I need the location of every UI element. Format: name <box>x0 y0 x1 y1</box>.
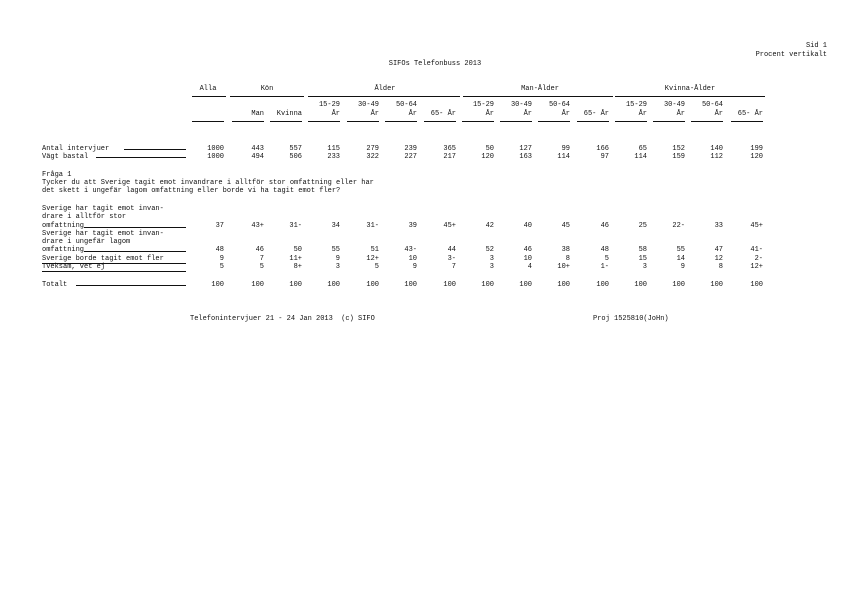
column-header-line1: 15-29 <box>318 101 340 109</box>
group-underline <box>463 96 613 97</box>
table-cell: 22- <box>672 222 685 230</box>
table-cell: 7 <box>451 263 456 271</box>
column-header-underline <box>347 121 379 122</box>
answer-2-label-2: drare i ungefär lagom <box>42 238 131 246</box>
table-cell: 115 <box>327 145 340 153</box>
table-cell: 100 <box>251 281 264 289</box>
question-text-2: det skett i ungefär lagom omfattning eller borde vi ha tagit emot fler? <box>42 187 341 195</box>
group-underline <box>615 96 765 97</box>
column-header-underline <box>308 121 340 122</box>
table-cell: 1- <box>600 263 609 271</box>
page-title: SIFOs Telefonbuss 2013 <box>388 60 482 68</box>
table-cell: 3 <box>642 263 647 271</box>
table-cell: 112 <box>710 153 723 161</box>
group-kon: Kön <box>260 85 274 93</box>
table-cell: 217 <box>443 153 456 161</box>
table-cell: 2- <box>754 255 763 263</box>
table-cell: 12 <box>714 255 723 263</box>
table-cell: 100 <box>596 281 609 289</box>
table-cell: 8 <box>718 263 723 271</box>
column-header-line2: 65- År <box>430 110 456 118</box>
answer-2-label-3: omfattning <box>42 246 85 254</box>
column-header-underline <box>653 121 685 122</box>
table-cell: 39 <box>408 222 417 230</box>
table-cell: 5 <box>219 263 224 271</box>
column-header-underline <box>500 121 532 122</box>
group-alla: Alla <box>199 85 217 93</box>
table-cell: 1000 <box>207 153 224 161</box>
table-cell: 120 <box>750 153 763 161</box>
column-header-line2: År <box>714 110 723 118</box>
table-cell: 322 <box>366 153 379 161</box>
table-cell: 7 <box>259 255 264 263</box>
group-underline <box>230 96 304 97</box>
table-cell: 45+ <box>750 222 763 230</box>
table-cell: 48 <box>215 246 224 254</box>
total-label: Totalt <box>42 281 68 289</box>
column-header-line1: 50-64 <box>548 101 570 109</box>
table-cell: 163 <box>519 153 532 161</box>
table-cell: 50 <box>485 145 494 153</box>
group-alder: Ålder <box>374 85 396 93</box>
table-cell: 365 <box>443 145 456 153</box>
answer-1-label-1: Sverige har tagit emot invan- <box>42 205 164 213</box>
table-cell: 46 <box>600 222 609 230</box>
table-cell: 46 <box>523 246 532 254</box>
page-number: Sid 1 <box>805 42 827 50</box>
table-cell: 41- <box>750 246 763 254</box>
table-cell: 233 <box>327 153 340 161</box>
table-cell: 31- <box>289 222 302 230</box>
table-cell: 506 <box>289 153 302 161</box>
table-cell: 166 <box>596 145 609 153</box>
column-header-line2: År <box>370 110 379 118</box>
table-cell: 38 <box>561 246 570 254</box>
table-cell: 43- <box>404 246 417 254</box>
answer-4-label: Tveksam, vet ej <box>42 263 106 271</box>
table-cell: 100 <box>366 281 379 289</box>
table-cell: 99 <box>561 145 570 153</box>
column-header-line2: 65- År <box>583 110 609 118</box>
question-label: Fråga 1 <box>42 171 72 179</box>
label-leader <box>84 227 186 228</box>
table-cell: 5 <box>604 255 609 263</box>
column-header-line2: År <box>523 110 532 118</box>
table-cell: 8 <box>565 255 570 263</box>
table-cell: 37 <box>215 222 224 230</box>
table-cell: 9 <box>335 255 340 263</box>
column-header-line1: 15-29 <box>472 101 494 109</box>
table-cell: 199 <box>750 145 763 153</box>
table-cell: 227 <box>404 153 417 161</box>
table-cell: 279 <box>366 145 379 153</box>
footer-left: Telefonintervjuer 21 - 24 Jan 2013 (c) SIFO <box>190 315 375 323</box>
column-header-underline <box>192 121 224 122</box>
column-header-underline <box>538 121 570 122</box>
table-cell: 12+ <box>366 255 379 263</box>
table-cell: 1000 <box>207 145 224 153</box>
column-header-line2: Man <box>251 110 264 118</box>
table-cell: 15 <box>638 255 647 263</box>
table-cell: 47 <box>714 246 723 254</box>
table-cell: 159 <box>672 153 685 161</box>
table-cell: 45 <box>561 222 570 230</box>
group-man-alder: Man-Ålder <box>521 85 559 93</box>
table-cell: 443 <box>251 145 264 153</box>
column-header-underline <box>462 121 494 122</box>
table-cell: 100 <box>750 281 763 289</box>
column-header-underline <box>270 121 302 122</box>
column-header-line2: År <box>331 110 340 118</box>
column-header-line1: 15-29 <box>625 101 647 109</box>
table-cell: 51 <box>370 246 379 254</box>
column-header-line2: 65- År <box>737 110 763 118</box>
column-header-underline <box>385 121 417 122</box>
column-header-line2: År <box>561 110 570 118</box>
column-header-line2: År <box>485 110 494 118</box>
table-cell: 100 <box>672 281 685 289</box>
table-cell: 140 <box>710 145 723 153</box>
table-cell: 40 <box>523 222 532 230</box>
table-cell: 55 <box>676 246 685 254</box>
label-leader <box>84 251 186 252</box>
column-header-underline <box>577 121 609 122</box>
table-cell: 65 <box>638 145 647 153</box>
table-cell: 33 <box>714 222 723 230</box>
table-cell: 100 <box>481 281 494 289</box>
table-cell: 25 <box>638 222 647 230</box>
table-cell: 12+ <box>750 263 763 271</box>
table-cell: 55 <box>331 246 340 254</box>
table-cell: 100 <box>327 281 340 289</box>
table-cell: 10 <box>408 255 417 263</box>
table-cell: 10 <box>523 255 532 263</box>
table-cell: 557 <box>289 145 302 153</box>
table-cell: 9 <box>219 255 224 263</box>
table-cell: 97 <box>600 153 609 161</box>
table-cell: 5 <box>259 263 264 271</box>
table-cell: 3 <box>489 255 494 263</box>
table-cell: 10+ <box>557 263 570 271</box>
table-cell: 46 <box>255 246 264 254</box>
table-cell: 8+ <box>293 263 302 271</box>
column-header-line2: År <box>638 110 647 118</box>
column-header-underline <box>691 121 723 122</box>
label-leader <box>96 157 186 158</box>
group-underline <box>192 96 226 97</box>
table-cell: 45+ <box>443 222 456 230</box>
group-kvinna-alder: Kvinna-Ålder <box>664 85 716 93</box>
column-header-line2: Kvinna <box>276 110 302 118</box>
table-cell: 14 <box>676 255 685 263</box>
table-cell: 127 <box>519 145 532 153</box>
column-header-line2: År <box>676 110 685 118</box>
column-header-underline <box>232 121 264 122</box>
table-cell: 114 <box>634 153 647 161</box>
table-cell: 58 <box>638 246 647 254</box>
answer-2-label-1: Sverige har tagit emot invan- <box>42 230 164 238</box>
column-header-line1: 50-64 <box>701 101 723 109</box>
row-label-antal: Antal intervjuer <box>42 145 110 153</box>
table-cell: 494 <box>251 153 264 161</box>
table-cell: 3- <box>447 255 456 263</box>
label-underline <box>42 271 186 272</box>
table-cell: 100 <box>211 281 224 289</box>
answer-1-label-3: omfattning <box>42 222 85 230</box>
column-header-line1: 50-64 <box>395 101 417 109</box>
table-cell: 120 <box>481 153 494 161</box>
table-cell: 5 <box>374 263 379 271</box>
table-cell: 100 <box>289 281 302 289</box>
column-header-underline <box>731 121 763 122</box>
column-header-line1: 30-49 <box>663 101 685 109</box>
table-cell: 11+ <box>289 255 302 263</box>
group-underline <box>308 96 460 97</box>
label-leader <box>124 149 186 150</box>
answer-3-label: Sverige borde tagit emot fler <box>42 255 164 263</box>
column-header-line1: 30-49 <box>357 101 379 109</box>
table-cell: 9 <box>412 263 417 271</box>
footer-right: Proj 1525810(JoHn) <box>593 315 669 323</box>
table-cell: 3 <box>335 263 340 271</box>
table-cell: 100 <box>404 281 417 289</box>
table-cell: 34 <box>331 222 340 230</box>
row-label-vagt: Vägt bastal <box>42 153 89 161</box>
table-cell: 50 <box>293 246 302 254</box>
percent-note: Procent vertikalt <box>755 51 827 59</box>
table-cell: 100 <box>634 281 647 289</box>
table-cell: 31- <box>366 222 379 230</box>
table-cell: 100 <box>557 281 570 289</box>
column-header-underline <box>424 121 456 122</box>
table-cell: 152 <box>672 145 685 153</box>
table-cell: 114 <box>557 153 570 161</box>
table-cell: 100 <box>710 281 723 289</box>
table-cell: 42 <box>485 222 494 230</box>
table-cell: 48 <box>600 246 609 254</box>
question-text-1: Tycker du att Sverige tagit emot invandrare i alltför stor omfattning eller har <box>42 179 374 187</box>
table-cell: 4 <box>527 263 532 271</box>
table-cell: 52 <box>485 246 494 254</box>
column-header-line2: År <box>408 110 417 118</box>
table-cell: 3 <box>489 263 494 271</box>
table-cell: 100 <box>519 281 532 289</box>
table-cell: 43+ <box>251 222 264 230</box>
label-leader <box>76 285 186 286</box>
column-header-underline <box>615 121 647 122</box>
table-cell: 44 <box>447 246 456 254</box>
column-header-line1: 30-49 <box>510 101 532 109</box>
table-cell: 9 <box>680 263 685 271</box>
answer-1-label-2: drare i alltför stor <box>42 213 127 221</box>
table-cell: 100 <box>443 281 456 289</box>
table-cell: 239 <box>404 145 417 153</box>
